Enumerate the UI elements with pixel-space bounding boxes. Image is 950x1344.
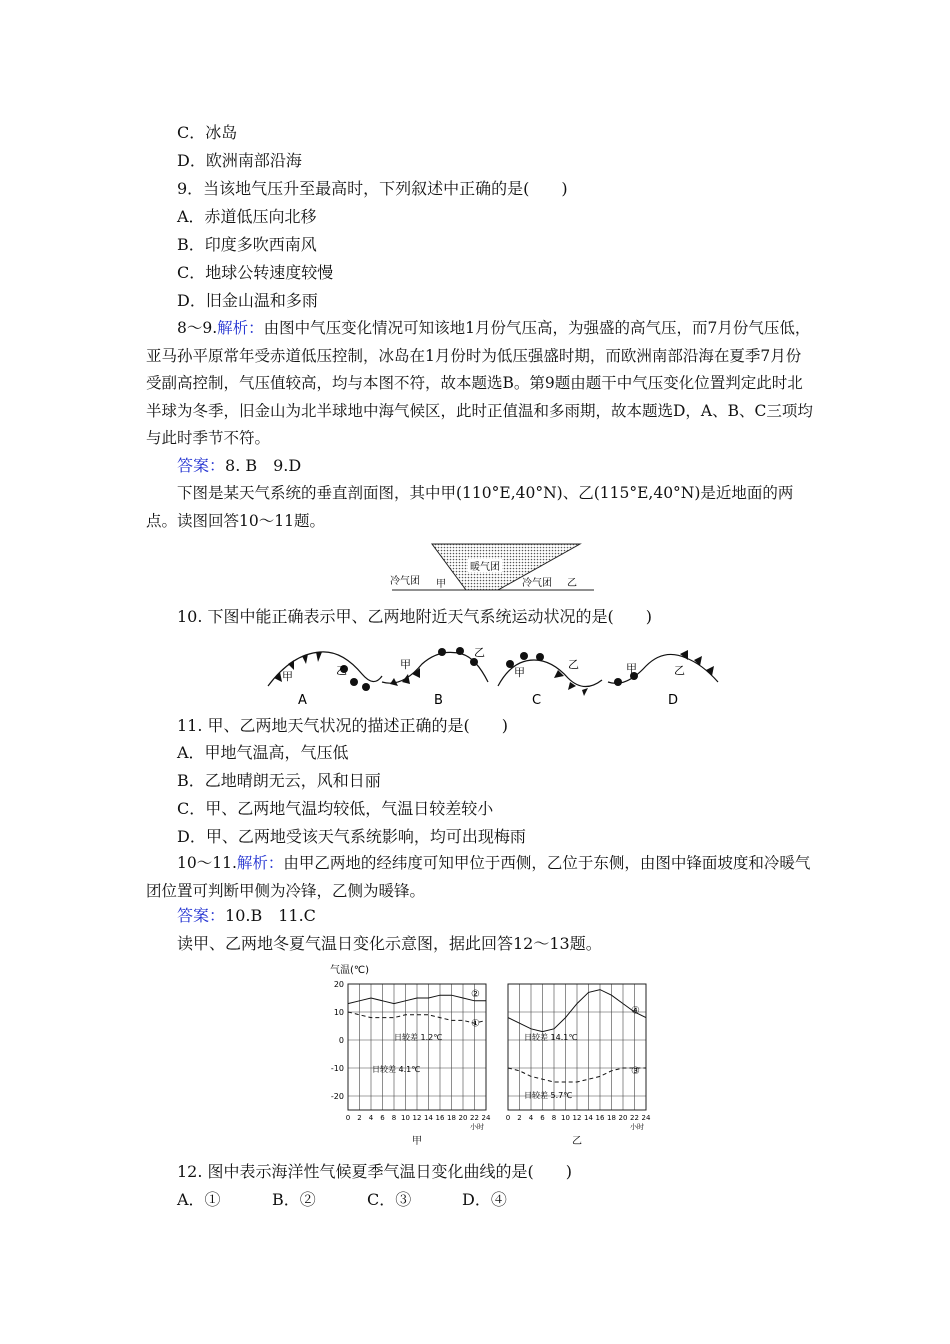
q9-option-c: C．地球公转速度较慢	[177, 263, 334, 282]
point-jia-label: 甲	[626, 662, 637, 675]
option-c-label: C	[532, 693, 542, 708]
x-axis-label: 小时	[630, 1123, 644, 1131]
y-tick-label: 0	[338, 1036, 344, 1045]
point-yi-label: 乙	[674, 664, 685, 677]
q12-option-b: B．②	[272, 1190, 316, 1209]
answer-10-11	[177, 906, 316, 926]
warm-front-semicircle	[614, 678, 622, 686]
option-d-label: D	[668, 693, 679, 708]
x-tick-label: 16	[595, 1114, 605, 1122]
x-tick-label: 12	[572, 1114, 582, 1122]
chart-ylabel: 气温(℃)	[330, 965, 370, 976]
x-tick-label: 0	[505, 1114, 511, 1122]
front-option-a	[268, 652, 382, 708]
analysis-10-11	[146, 850, 814, 905]
point-jia-label: 甲	[514, 666, 525, 679]
cold-front-triangle	[680, 650, 688, 660]
cold-air-left-label: 冷气团	[390, 576, 420, 587]
range-annotation: 日较差 4.1℃	[372, 1065, 421, 1074]
x-tick-label: 20	[618, 1114, 628, 1122]
x-tick-label: 6	[540, 1114, 545, 1122]
point-yi-label: 乙	[567, 578, 577, 589]
warm-front-semicircle	[438, 648, 446, 656]
front-option-d	[608, 650, 718, 708]
x-tick-label: 18	[607, 1114, 616, 1122]
y-tick-label: 20	[333, 980, 344, 989]
series-label: ③	[631, 1066, 640, 1077]
range-annotation: 日较差 5.7℃	[524, 1091, 573, 1100]
analysis-text: 由图中气压变化情况可知该地1月份气压高，为强盛的高气压，而7月份气压低，亚马孙平原常年受赤道低压控制，冰岛在1月份时为低压强盛时期，而欧洲南部沿海在夏季7月份受副高控制，气压值较高，均与本图不符，故本题选B。第9题由题干中气压变化位置判定此时北半球为冬季，旧金山为北半球地中海气候区，此时正值温和多雨期，故本题选D，A、B、C三项均与此时季节不符。	[146, 319, 813, 447]
q12-stem: 12. 图中表示海洋性气候夏季气温日变化曲线的是( )	[177, 1162, 573, 1181]
range-annotation: 日较差 1.2℃	[394, 1033, 443, 1042]
answer-text: 10.B 11.C	[225, 906, 316, 925]
q11-option-b: B．乙地晴朗无云，风和日丽	[177, 771, 381, 790]
x-tick-label: 0	[345, 1114, 351, 1122]
x-tick-label: 2	[357, 1114, 362, 1122]
q9-option-a: A．赤道低压向北移	[177, 207, 317, 226]
warm-front-semicircle	[470, 658, 478, 666]
x-tick-label: 2	[517, 1114, 522, 1122]
x-tick-label: 14	[584, 1114, 593, 1122]
panel-label: 甲	[412, 1136, 422, 1147]
y-tick-label: 10	[333, 1008, 344, 1017]
warm-air-label: 暖气团	[470, 562, 500, 573]
option-b-label: B	[434, 693, 443, 708]
q9-option-b: B．印度多吹西南风	[177, 235, 317, 254]
series-label: ①	[471, 1018, 480, 1030]
front-option-c	[498, 652, 602, 708]
analysis-label: 解析：	[236, 854, 284, 872]
x-tick-label: 20	[458, 1114, 468, 1122]
q11-option-c: C．甲、乙两地气温均较低，气温日较差较小	[177, 799, 494, 818]
q11-stem: 11. 甲、乙两地天气状况的描述正确的是( )	[177, 716, 509, 735]
q9-option-d: D．旧金山温和多雨	[177, 291, 318, 310]
intro-12-13: 读甲、乙两地冬夏气温日变化示意图，据此回答12～13题。	[177, 934, 602, 953]
series-label: ②	[471, 988, 480, 1000]
point-jia-label: 甲	[400, 658, 411, 671]
temperature-chart	[324, 962, 664, 1152]
q9-stem: 9．当该地气压升至最高时，下列叙述中正确的是( )	[177, 179, 568, 198]
answer-label: 答案：	[177, 456, 226, 475]
point-yi-label: 乙	[336, 664, 347, 677]
q12-option-d: D．④	[462, 1190, 507, 1209]
y-tick-label: -10	[330, 1064, 344, 1073]
warm-air-mass-region	[432, 544, 580, 590]
x-tick-label: 24	[481, 1114, 491, 1122]
warm-front-semicircle	[536, 653, 544, 661]
cold-front-triangle	[402, 674, 410, 684]
point-jia-label: 甲	[282, 670, 293, 683]
x-tick-label: 10	[401, 1114, 410, 1122]
x-tick-label: 18	[447, 1114, 456, 1122]
front-options-figure	[262, 642, 724, 708]
analysis-label: 解析：	[217, 319, 264, 337]
point-jia-label: 甲	[436, 579, 446, 590]
range-annotation: 日较差 14.1℃	[524, 1033, 578, 1042]
x-tick-label: 8	[391, 1114, 397, 1122]
front-cross-section-figure	[386, 540, 601, 596]
warm-front-semicircle	[350, 678, 358, 686]
analysis-prefix: 8～9.	[177, 319, 218, 337]
cold-front-triangle	[554, 670, 564, 678]
x-tick-label: 8	[551, 1114, 557, 1122]
x-tick-label: 16	[435, 1114, 445, 1122]
point-yi-label: 乙	[474, 646, 485, 659]
x-tick-label: 12	[412, 1114, 422, 1122]
warm-front-semicircle	[506, 660, 514, 668]
x-tick-label: 22	[630, 1114, 639, 1122]
q8-option-d: D．欧洲南部沿海	[177, 151, 302, 170]
front-option-b	[382, 646, 488, 708]
x-tick-label: 22	[470, 1114, 479, 1122]
x-tick-label: 4	[368, 1114, 374, 1122]
option-a-label: A	[298, 693, 307, 708]
cold-front-triangle	[582, 688, 588, 696]
analysis-8-9	[146, 315, 814, 453]
cold-air-right-label: 冷气团	[522, 578, 552, 589]
cold-front-triangle	[302, 654, 308, 664]
x-tick-label: 24	[641, 1114, 651, 1122]
q12-option-a: A．①	[177, 1190, 221, 1209]
answer-8-9	[177, 456, 301, 476]
q8-option-c: C．冰岛	[177, 123, 238, 142]
x-tick-label: 14	[424, 1114, 433, 1122]
warm-front-semicircle	[520, 652, 528, 660]
panel-label: 乙	[572, 1136, 582, 1147]
q12-options	[177, 1190, 537, 1210]
q11-option-a: A．甲地气温高，气压低	[177, 743, 349, 762]
q11-option-d: D．甲、乙两地受该天气系统影响，均可出现梅雨	[177, 827, 526, 846]
analysis-prefix: 10～11.	[177, 854, 237, 872]
cold-front-triangle	[316, 652, 322, 662]
warm-front-semicircle	[362, 683, 370, 691]
x-tick-label: 10	[561, 1114, 570, 1122]
x-tick-label: 4	[528, 1114, 534, 1122]
intro-10-11: 下图是某天气系统的垂直剖面图，其中甲(110°E,40°N)、乙(115°E,40°N)是近地面的两点。读图回答10～11题。	[146, 484, 794, 530]
series-label: ④	[631, 1005, 640, 1017]
x-tick-label: 6	[380, 1114, 385, 1122]
answer-label: 答案：	[177, 906, 226, 925]
q12-option-c: C．③	[367, 1190, 412, 1209]
point-yi-label: 乙	[568, 658, 579, 671]
answer-text: 8. B 9.D	[225, 456, 302, 475]
analysis-text: 由甲乙两地的经纬度可知甲位于西侧，乙位于东侧，由图中锋面坡度和冷暖气团位置可判断甲侧为冷锋，乙侧为暖锋。	[146, 854, 811, 900]
y-tick-label: -20	[330, 1092, 344, 1101]
q10-stem: 10. 下图中能正确表示甲、乙两地附近天气系统运动状况的是( )	[177, 607, 653, 626]
x-axis-label: 小时	[470, 1123, 484, 1131]
warm-front-semicircle	[456, 647, 464, 655]
